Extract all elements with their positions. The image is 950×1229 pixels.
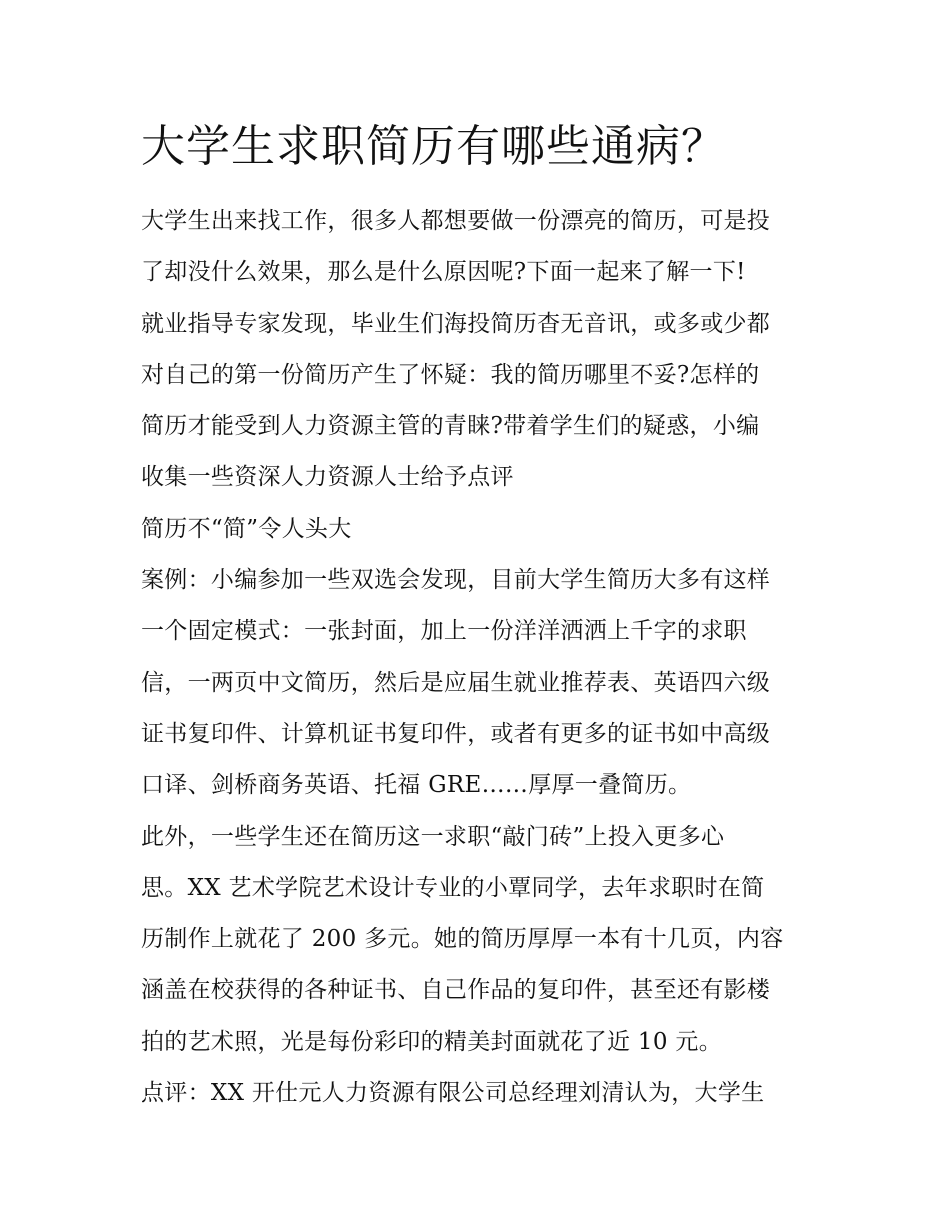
- text-line: 大学生出来找工作，很多人都想要做一份漂亮的简历，可是投: [141, 208, 771, 234]
- text-line: 信，一两页中文简历，然后是应届生就业推荐表、英语四六级: [141, 669, 771, 696]
- text-line: 点评：XX 开仕元人力资源有限公司总经理刘清认为，大学生: [141, 1080, 765, 1107]
- text-line: 了却没什么效果，那么是什么原因呢?下面一起来了解一下!: [141, 259, 746, 286]
- text-line: 涵盖在校获得的各种证书、自己作品的复印件，甚至还有影楼: [141, 977, 771, 1004]
- document-body: [141, 196, 821, 1119]
- text-line: 思。XX 艺术学院艺术设计专业的小覃同学，去年求职时在简: [141, 874, 765, 901]
- text-line: 此外，一些学生还在简历这一求职“敲门砖”上投入更多心: [141, 823, 725, 850]
- text-line: 收集一些资深人力资源人士给予点评: [141, 464, 514, 491]
- text-line: 对自己的第一份简历产生了怀疑：我的简历哪里不妥?怎样的: [141, 361, 760, 388]
- page-title: 大学生求职简历有哪些通病？: [141, 121, 726, 172]
- text-line: 历制作上就花了 200 多元。她的简历厚厚一本有十几页，内容: [141, 926, 784, 953]
- text-line: 口译、剑桥商务英语、托福 GRE……厚厚一叠简历。: [141, 772, 692, 799]
- text-line: 一个固定模式：一张封面，加上一份洋洋洒洒上千字的求职: [141, 618, 747, 645]
- text-line: 证书复印件、计算机证书复印件，或者有更多的证书如中高级: [141, 720, 771, 747]
- section-heading: 简历不“简”令人头大: [141, 515, 352, 542]
- text-line: 拍的艺术照，光是每份彩印的精美封面就花了近 10 元。: [141, 1028, 722, 1055]
- text-line: 案例：小编参加一些双选会发现，目前大学生简历大多有这样: [141, 567, 771, 594]
- text-line: 就业指导专家发现，毕业生们海投简历杳无音讯，或多或少都: [141, 310, 771, 337]
- text-line: 简历才能受到人力资源主管的青睐?带着学生们的疑惑，小编: [141, 413, 760, 440]
